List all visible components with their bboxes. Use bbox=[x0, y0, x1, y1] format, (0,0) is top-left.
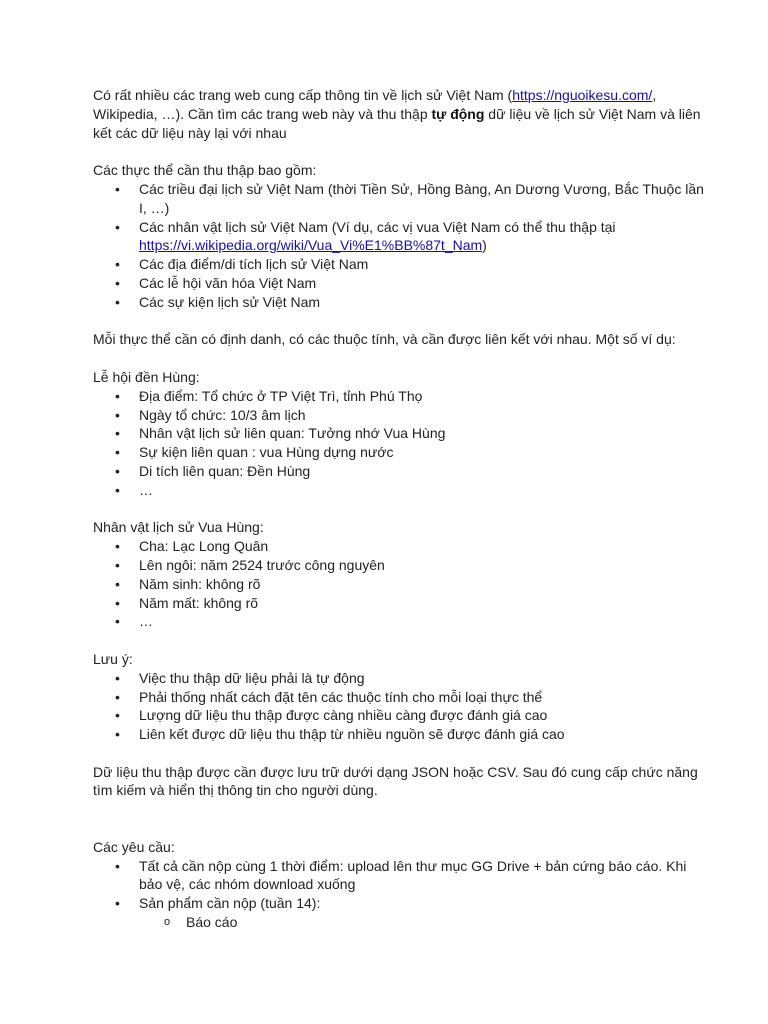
list-item: • … bbox=[93, 481, 708, 500]
list-item: • Nhân vật lịch sử liên quan: Tưởng nhớ Vua Hùng bbox=[93, 424, 708, 443]
list-item: • Cha: Lạc Long Quân bbox=[93, 537, 708, 556]
list-item: • Các sự kiện lịch sử Việt Nam bbox=[93, 293, 708, 312]
notes-list bbox=[93, 669, 708, 744]
king-list bbox=[93, 537, 708, 631]
entities-heading: Các thực thể cần thu thập bao gồm: bbox=[93, 162, 317, 179]
entities-list bbox=[93, 180, 708, 312]
list-item: • Di tích liên quan: Đền Hùng bbox=[93, 462, 708, 481]
notes-heading: Lưu ý: bbox=[93, 650, 133, 667]
intro-text-2: , Wikipedia, …). Cần tìm các trang web này và thu thập bbox=[93, 87, 657, 122]
entity-text: Các nhân vật lịch sử Việt Nam (Ví dụ, các vị vua Việt Nam có thể thu thập tại bbox=[139, 218, 616, 235]
intro-paragraph bbox=[93, 86, 708, 142]
list-item: • Sự kiện liên quan : vua Hùng dựng nước bbox=[93, 443, 708, 462]
sub-list-item: o Báo cáo bbox=[93, 913, 708, 932]
list-item: • Các địa điểm/di tích lịch sử Việt Nam bbox=[93, 255, 708, 274]
list-item: • Ngày tổ chức: 10/3 âm lịch bbox=[93, 406, 708, 425]
list-item: • Năm sinh: không rõ bbox=[93, 575, 708, 594]
festival-list bbox=[93, 387, 708, 500]
list-item: • Các lễ hội văn hóa Việt Nam bbox=[93, 274, 708, 293]
requirements-list bbox=[93, 857, 708, 913]
list-item: • Năm mất: không rõ bbox=[93, 594, 708, 613]
festival-heading: Lễ hội đền Hùng: bbox=[93, 368, 200, 385]
nguoikesu-link[interactable]: https://nguoikesu.com/ bbox=[512, 87, 653, 103]
intro-text-3: dữ liệu về lịch sử Việt Nam và liên kết các dữ liệu này lại với nhau bbox=[93, 105, 701, 141]
list-item: • Việc thu thập dữ liệu phải là tự động bbox=[93, 669, 708, 688]
intro-text: Có rất nhiều các trang web cung cấp thông tin về lịch sử Việt Nam ( bbox=[93, 87, 513, 103]
king-heading: Nhân vật lịch sử Vua Hùng: bbox=[93, 519, 264, 536]
requirements-sublist bbox=[93, 913, 708, 932]
wikipedia-link[interactable]: https://vi.wikipedia.org/wiki/Vua_Vi%E1%BB%87t_Nam bbox=[139, 237, 483, 254]
list-item: • Địa điểm: Tổ chức ở TP Việt Trì, tỉnh Phú Thọ bbox=[93, 387, 708, 406]
list-item bbox=[93, 218, 708, 256]
list-item: • … bbox=[93, 612, 708, 631]
list-item: • Liên kết được dữ liệu thu thập từ nhiều nguồn sẽ được đánh giá cao bbox=[93, 725, 708, 744]
storage-paragraph: Dữ liệu thu thập được cần được lưu trữ dưới dạng JSON hoặc CSV. Sau đó cung cấp chức năng tìm kiếm và hiển thị thông tin cho người dùng. bbox=[93, 763, 698, 799]
requirements-heading: Các yêu cầu: bbox=[93, 838, 175, 855]
list-item: • Sản phẩm cần nộp (tuần 14): bbox=[93, 894, 708, 913]
list-item: • Lượng dữ liệu thu thập được càng nhiều càng được đánh giá cao bbox=[93, 706, 708, 725]
list-item: • Tất cả cần nộp cùng 1 thời điểm: upload lên thư mục GG Drive + bản cứng báo cáo. Khi bảo vệ, các nhóm download xuống bbox=[93, 857, 708, 895]
list-item: • Phải thống nhất cách đặt tên các thuộc tính cho mỗi loại thực thể bbox=[93, 688, 708, 707]
list-item: • Lên ngôi: năm 2524 trước công nguyên bbox=[93, 556, 708, 575]
intro-bold: tự động bbox=[431, 105, 485, 122]
entity-text-end: ) bbox=[482, 237, 487, 254]
identity-paragraph: Mỗi thực thể cần có định danh, có các thuộc tính, và cần được liên kết với nhau. Một số ví dụ: bbox=[93, 331, 676, 348]
list-item: • Các triều đại lịch sử Việt Nam (thời Tiền Sử, Hồng Bàng, An Dương Vương, Bắc Thuộc lần I, …) bbox=[93, 180, 708, 218]
